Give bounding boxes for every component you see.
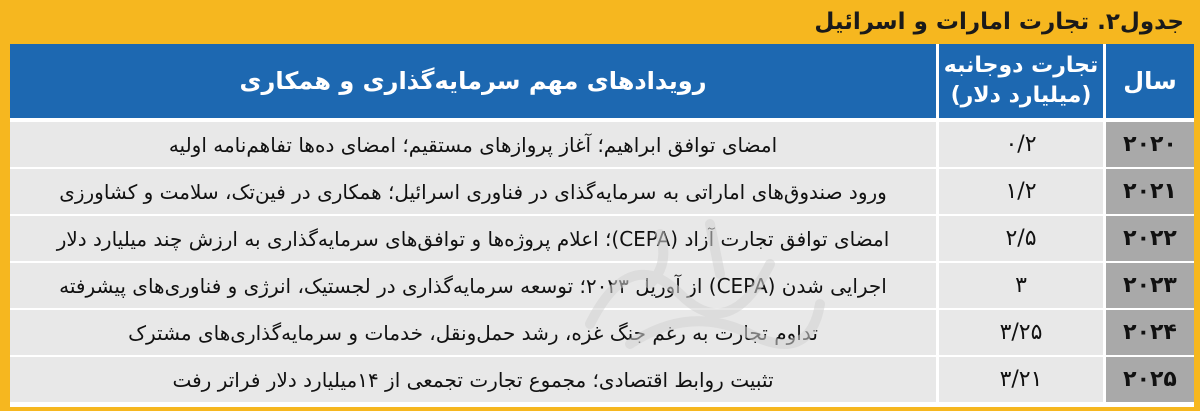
- events-cell: امضای توافق ابراهیم؛ آغاز پروازهای مستقیم؛ امضای ده‌ها تفاهم‌نامه اولیه: [10, 122, 936, 167]
- table-title: جدول۲. تجارت امارات و اسرائیل: [814, 9, 1184, 35]
- trade-cell: ۲/۵: [936, 216, 1106, 261]
- events-cell: تداوم تجارت به رغم جنگ غزه، رشد حمل‌ونقل، خدمات و سرمایه‌گذاری‌های مشترک: [10, 310, 936, 355]
- events-cell: امضای توافق تجارت آزاد (CEPA)؛ اعلام پروژه‌ها و توافق‌های سرمایه‌گذاری به ارزش چند میلیارد دلار: [10, 216, 936, 261]
- events-cell: اجرایی شدن (CEPA) از آوریل ۲۰۲۳؛ توسعه سرمایه‌گذاری در لجستیک، انرژی و فناوری‌های پیشرفته: [10, 263, 936, 308]
- table-row: [10, 310, 1194, 357]
- events-cell: تثبیت روابط اقتصادی؛ مجموع تجارت تجمعی از ۱۴میلیارد دلار فراتر رفت: [10, 357, 936, 402]
- year-cell: ۲۰۲۰: [1106, 122, 1194, 167]
- title-bar: [0, 0, 1200, 44]
- table-row: [10, 216, 1194, 263]
- trade-cell: ۳/۲۵: [936, 310, 1106, 355]
- header-trade-line2: (میلیارد دلار): [950, 83, 1092, 108]
- header-events: رویدادهای مهم سرمایه‌گذاری و همکاری: [239, 67, 707, 95]
- trade-cell: ۰/۲: [936, 122, 1106, 167]
- table-row: [10, 122, 1194, 169]
- table-row: [10, 169, 1194, 216]
- trade-cell: ۱/۲: [936, 169, 1106, 214]
- year-cell: ۲۰۲۱: [1106, 169, 1194, 214]
- events-cell: ورود صندوق‌های اماراتی به سرمایه‌گذای در فناوری اسرائیل؛ همکاری در فین‌تک، سلامت و کشاورزی: [10, 169, 936, 214]
- trade-table: [10, 44, 1194, 407]
- year-cell: ۲۰۲۳: [1106, 263, 1194, 308]
- table-row: [10, 357, 1194, 404]
- header-trade-line1: تجارت دوجانبه: [943, 53, 1099, 78]
- header-trade: [936, 44, 1106, 118]
- table-header: [10, 44, 1194, 122]
- table-row: [10, 263, 1194, 310]
- trade-cell: ۳/۲۱: [936, 357, 1106, 402]
- year-cell: ۲۰۲۵: [1106, 357, 1194, 402]
- year-cell: ۲۰۲۴: [1106, 310, 1194, 355]
- trade-cell: ۳: [936, 263, 1106, 308]
- year-cell: ۲۰۲۲: [1106, 216, 1194, 261]
- header-year: سال: [1123, 67, 1177, 95]
